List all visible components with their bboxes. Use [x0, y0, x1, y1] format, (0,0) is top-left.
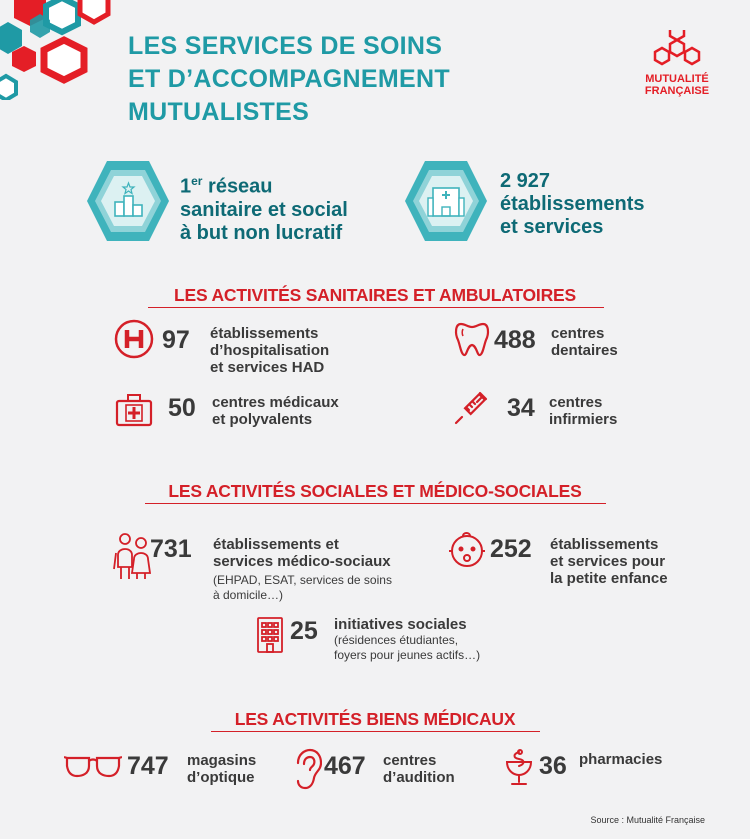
stat-label: établissements et services pour la petite enfance — [550, 536, 668, 587]
stat-label: pharmacies — [579, 751, 663, 768]
decorative-hexagons — [0, 0, 112, 100]
logo-hexagons-icon — [642, 30, 712, 66]
tooth-icon — [451, 318, 493, 360]
hero-network: 1er réseau sanitaire et social à but non lucratif — [180, 174, 348, 244]
elderly-couple-icon — [113, 531, 153, 581]
glasses-icon — [64, 754, 122, 780]
stat-number: 488 — [494, 326, 536, 354]
stat-label: centres médicaux et polyvalents — [212, 394, 339, 428]
section-title-sanitaires: LES ACTIVITÉS SANITAIRES ET AMBULATOIRES — [174, 285, 576, 305]
stat-number: 731 — [150, 535, 192, 563]
stat-number: 97 — [162, 326, 190, 354]
stat-number: 467 — [324, 752, 366, 780]
logo-text-line1: MUTUALITÉ — [645, 73, 709, 85]
stat-number: 34 — [507, 394, 535, 422]
section-title-sociales: LES ACTIVITÉS SOCIALES ET MÉDICO-SOCIALES — [168, 481, 582, 501]
section-title-biens: LES ACTIVITÉS BIENS MÉDICAUX — [234, 709, 516, 729]
stat-label: magasins d’optique — [187, 752, 257, 786]
stat-number: 252 — [490, 535, 532, 563]
stat-label: centres infirmiers — [549, 394, 618, 428]
stat-label: établissements d’hospitalisation et services HAD — [210, 325, 330, 376]
section-divider — [148, 307, 604, 308]
residence-building-icon — [253, 615, 287, 655]
syringe-icon — [450, 387, 492, 429]
stat-label: établissements et services médico-sociaux (EHPAD, ESAT, services de soins à domicile…) — [213, 536, 392, 602]
hospital-building-icon — [403, 158, 489, 244]
logo-text-line2: FRANÇAISE — [644, 85, 710, 97]
section-divider — [145, 503, 606, 504]
section-divider — [211, 731, 540, 732]
stat-label: centres d’audition — [383, 752, 455, 786]
stat-label: initiatives sociales (résidences étudiantes, foyers pour jeunes actifs…) — [334, 616, 481, 662]
ear-icon — [292, 748, 322, 790]
stat-number: 36 — [539, 752, 567, 780]
page-title: LES SERVICES DE SOINS ET D’ACCOMPAGNEMENT MUTUALISTES — [128, 32, 450, 126]
podium-icon — [85, 158, 171, 244]
hero-establishments: 2 927 établissements et services — [500, 170, 645, 238]
medical-kit-icon — [113, 389, 155, 431]
hospital-h-icon — [113, 318, 155, 360]
stat-number: 25 — [290, 617, 318, 645]
stat-label: centres dentaires — [551, 325, 618, 359]
stat-number: 747 — [127, 752, 169, 780]
source-note: Source : Mutualité Française — [590, 815, 705, 825]
stat-number: 50 — [168, 394, 196, 422]
baby-icon — [446, 529, 488, 571]
mutualite-francaise-logo — [642, 30, 712, 97]
pharmacy-icon — [503, 748, 535, 788]
